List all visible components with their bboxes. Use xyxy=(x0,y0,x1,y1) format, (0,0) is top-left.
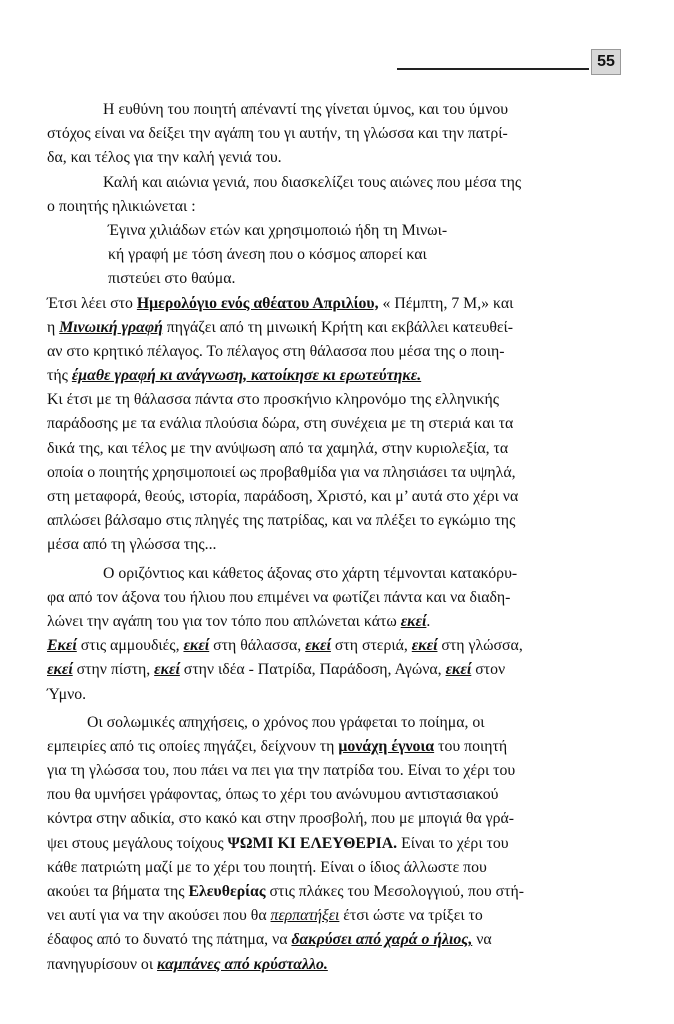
text-line xyxy=(47,461,633,485)
text-segment: Η ευθύνη του ποιητή απέναντί της γίνεται ύμνος, και του ύμνου xyxy=(103,101,509,118)
text-segment: φα από τον άξονα του ήλιου που επιμένει να φωτίζει πάντα και να διαδη- xyxy=(47,588,511,606)
text-segment: Ο οριζόντιος και κάθετος άξονας στο χάρτη τέμνονται κατακόρυ- xyxy=(103,564,518,582)
text-segment: πιστεύει στο θαύμα. xyxy=(108,270,236,288)
text-segment: δικά της, και τέλος με την ανύψωση από τα χαμηλά, στην κυριολεξία, τα xyxy=(47,439,509,457)
text-line xyxy=(47,904,633,928)
emphasized-text: Ελευθερίας xyxy=(188,883,266,900)
text-line xyxy=(47,711,633,735)
text-segment: ο ποιητής ηλικιώνεται : xyxy=(47,197,196,215)
text-line xyxy=(47,586,633,610)
text-line xyxy=(47,658,633,682)
emphasized-text: εκεί xyxy=(154,661,180,679)
emphasized-text: Μινωική γραφή xyxy=(59,318,163,336)
text-line xyxy=(47,562,633,586)
text-line xyxy=(47,509,633,533)
text-line xyxy=(47,759,633,783)
text-line xyxy=(47,634,633,658)
text-segment: η xyxy=(47,318,60,336)
text-line xyxy=(47,485,633,509)
text-line xyxy=(47,146,633,170)
text-segment: κόντρα στην αδικία, στο κακό και στην προσβολή, που με μπογιά θα γρά- xyxy=(47,810,515,828)
text-line xyxy=(47,98,633,122)
text-line xyxy=(47,735,633,759)
text-segment: στον xyxy=(471,661,506,679)
text-line xyxy=(47,195,633,219)
text-segment: Έτσι λέει στο xyxy=(47,294,137,312)
body-text xyxy=(47,98,633,977)
text-line xyxy=(47,412,633,436)
text-line xyxy=(47,880,633,904)
text-line xyxy=(47,267,633,291)
text-segment: ψει στους μεγάλους τοίχους xyxy=(47,834,228,852)
text-segment: ακούει τα βήματα της xyxy=(47,883,189,900)
emphasized-text: καμπάνες από κρύσταλλο. xyxy=(157,955,328,973)
emphasized-text: εκεί xyxy=(47,661,73,679)
text-segment: δα, και τέλος για την καλή γενιά του. xyxy=(47,149,282,167)
text-segment: λώνει την αγάπη του για τον τόπο που απλώνεται κάτω xyxy=(47,612,401,630)
text-segment: στην πίστη, xyxy=(72,661,155,679)
emphasized-text: έμαθε γραφή κι ανάγνωση, κατοίκησε κι ερωτεύτηκε. xyxy=(71,367,422,385)
emphasized-text: εκεί xyxy=(400,612,427,630)
text-segment: στη στεριά, xyxy=(330,637,412,655)
text-segment: κή γραφή με τόση άνεση που ο κόσμος απορεί και xyxy=(108,246,427,264)
text-line xyxy=(47,832,633,856)
text-segment: στόχος είναι να δείξει την αγάπη του γι αυτήν, τη γλώσσα και την πατρί- xyxy=(47,125,508,143)
text-line xyxy=(47,171,633,195)
text-segment: παράδοσης με τα ενάλια πλούσια δώρα, στη συνέχεια με τη στεριά και τα xyxy=(47,415,514,433)
text-segment: του ποιητή xyxy=(434,737,508,755)
text-segment: πηγάζει από τη μινωική Κρήτη και εκβάλλει κατευθεί- xyxy=(162,318,514,336)
text-segment: στις αμμουδιές, xyxy=(76,637,184,655)
text-line xyxy=(47,437,633,461)
text-line xyxy=(47,388,633,412)
text-line xyxy=(47,364,633,388)
text-segment: για τη γλώσσα του, που πάει να πει για την πατρίδα του. Είναι το χέρι του xyxy=(47,762,516,780)
text-line xyxy=(47,610,633,634)
text-segment: Οι σολωμικές απηχήσεις, ο χρόνος που γράφεται το ποίημα, οι xyxy=(87,713,485,731)
text-segment: « Πέμπτη, 7 Μ,» και xyxy=(378,294,514,312)
text-line xyxy=(47,807,633,831)
emphasized-text: ΨΩΜΙ ΚΙ ΕΛΕΥΘΕΡΙΑ. xyxy=(227,834,398,852)
text-line xyxy=(47,928,633,952)
text-segment: τής xyxy=(47,367,72,385)
text-line xyxy=(47,533,633,557)
text-segment: στη γλώσσα, xyxy=(437,637,523,655)
text-line xyxy=(47,219,633,243)
text-segment: να xyxy=(472,931,492,949)
text-segment: έτσι ώστε να τρίξει το xyxy=(339,907,483,925)
text-segment: Καλή και αιώνια γενιά, που διασκελίζει τους αιώνες που μέσα της xyxy=(103,173,522,191)
text-segment: Κι έτσι με τη θάλασσα πάντα στο προσκήνιο κληρονόμο της ελληνικής xyxy=(47,391,500,409)
text-segment: πανηγυρίσουν οι xyxy=(47,955,158,973)
text-segment: Είναι το χέρι του xyxy=(397,834,509,852)
text-line xyxy=(47,783,633,807)
text-line xyxy=(47,316,633,340)
text-segment: στη μεταφορά, θεούς, ιστορία, παράδοση, Χριστό, και μ’ αυτά στο χέρι να xyxy=(47,488,519,505)
text-segment: αν στο κρητικό πέλαγος. Το πέλαγος στη θάλασσα που μέσα της ο ποιη- xyxy=(47,342,505,360)
emphasized-text: εκεί xyxy=(183,637,210,655)
text-segment: κάθε πατριώτη μαζί με το χέρι του ποιητή. Είναι ο ίδιος άλλωστε που xyxy=(47,858,487,876)
emphasized-text: εκεί xyxy=(445,661,472,679)
text-line xyxy=(47,856,633,880)
text-segment: στις πλάκες του Μεσολογγιού, που στή- xyxy=(265,883,525,900)
text-segment: μέσα από τη γλώσσα της... xyxy=(47,536,217,554)
header-rule xyxy=(397,68,589,70)
emphasized-text: μονάχη έγνοια xyxy=(338,737,435,755)
text-segment: . xyxy=(426,612,431,630)
text-line xyxy=(47,292,633,316)
text-segment: Ύμνο. xyxy=(47,685,87,703)
emphasized-text: Εκεί xyxy=(47,637,77,655)
emphasized-text: δακρύσει από χαρά ο ήλιος, xyxy=(291,931,473,949)
text-segment: που θα υμνήσει γράφοντας, όπως το χέρι του ανώνυμου αντιστασιακού xyxy=(47,786,499,804)
emphasized-text: Ημερολόγιο ενός αθέατου Απριλίου, xyxy=(136,294,379,312)
text-segment: Έγινα χιλιάδων ετών και χρησιμοποιώ ήδη τη Μινωι- xyxy=(108,221,448,239)
text-line xyxy=(47,953,633,977)
text-segment: έδαφος από το δυνατό της πάτημα, να xyxy=(47,931,292,949)
text-line xyxy=(47,340,633,364)
text-line xyxy=(47,122,633,146)
emphasized-text: περπατήξει xyxy=(270,907,340,925)
text-segment: νει αυτί για να την ακούσει που θα xyxy=(47,907,271,925)
page-number: 55 xyxy=(591,49,621,75)
text-segment: στη θάλασσα, xyxy=(209,637,306,655)
text-line xyxy=(47,243,633,267)
emphasized-text: εκεί xyxy=(305,637,331,655)
text-segment: οποία ο ποιητής χρησιμοποιεί ως προβαθμίδα για να πλησιάσει τα υψηλά, xyxy=(47,463,516,481)
text-segment: απλώσει βάλσαμο στις πληγές της πατρίδας, και να πλέξει το εγκώμιο της xyxy=(47,512,516,530)
text-line xyxy=(47,683,633,707)
emphasized-text: εκεί xyxy=(411,637,438,655)
text-segment: στην ιδέα - Πατρίδα, Παράδοση, Αγώνα, xyxy=(179,661,446,679)
text-segment: εμπειρίες από τις οποίες πηγάζει, δείχνουν τη xyxy=(47,737,339,755)
